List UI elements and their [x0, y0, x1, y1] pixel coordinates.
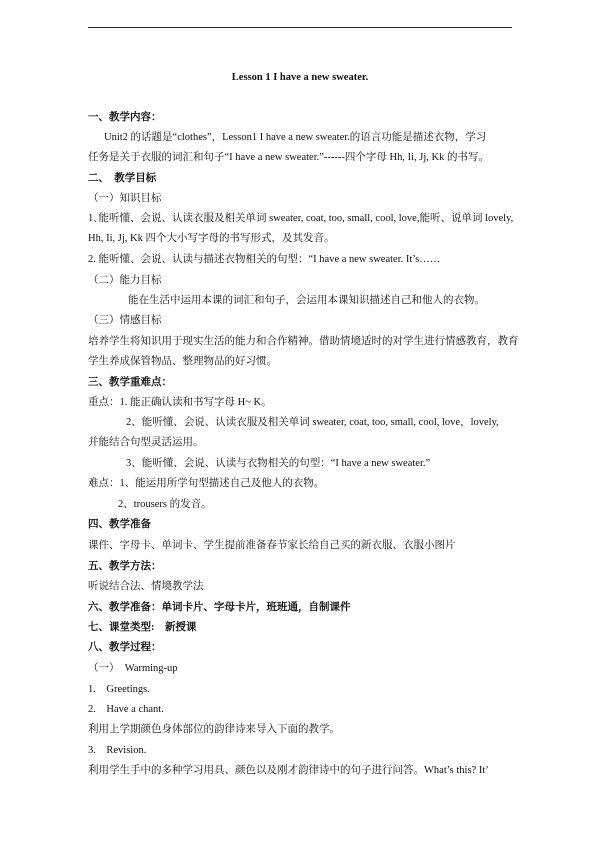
paragraph-line: 2. 能听懂、会说、认读与描述衣物相关的句型：“I have a new sweater. It’s…… — [88, 254, 441, 265]
step-warming-up: （一） Warming-up — [88, 663, 178, 674]
section-heading-class-type: 七、课堂类型: 新授课 — [88, 622, 197, 633]
section-heading-materials: 六、教学准备：单词卡片、字母卡片，班班通，自制课件 — [88, 602, 351, 613]
subheading-emotion: （三）情感目标 — [88, 315, 162, 326]
paragraph-line: 1､能听懂、会说、认读衣服及相关单词 sweater, coat, too, small, cool, love,能听、说单词 lovely, — [88, 213, 514, 224]
paragraph-line: Hh, Ii, Jj, Kk 四个大小写字母的书写形式，及其发音。 — [88, 233, 335, 244]
section-heading-goals: 二、 教学目标 — [88, 173, 157, 184]
paragraph-line: 利用上学期颜色身体部位的韵律诗来导入下面的教学。 — [88, 724, 340, 735]
list-item: 1. Greetings. — [88, 684, 150, 695]
paragraph-line: 课件、字母卡、单词卡、学生提前准备春节家长给自己买的新衣服、衣服小图片 — [88, 540, 456, 551]
paragraph-line: 听说结合法、情境教学法 — [88, 581, 204, 592]
paragraph-line: 3、能听懂、会说、认读与衣物相关的句型：“I have a new sweater.” — [126, 458, 431, 469]
section-heading-preparation: 四、教学准备 — [88, 519, 151, 530]
subheading-ability: （二）能力目标 — [88, 275, 162, 286]
list-item: 3. Revision. — [88, 745, 147, 756]
paragraph-line: 重点：1. 能正确认读和书写字母 H~ K。 — [88, 397, 272, 408]
paragraph-line: 任务是关于衣服的词汇和句子“I have a new sweater.”------四个字母 Hh, Ii, Jj, Kk 的书写。 — [88, 152, 489, 163]
paragraph-line: 利用学生手中的多种学习用具、颜色以及刚才韵律诗中的句子进行问答。What’s this? It’ — [88, 765, 489, 776]
paragraph-line: 2、trousers 的发音。 — [118, 499, 212, 510]
header-rule — [88, 27, 512, 28]
paragraph-line: 难点：1、能运用所学句型描述自己及他人的衣物。 — [88, 478, 325, 489]
paragraph-line: 并能结合句型灵活运用。 — [88, 437, 204, 448]
section-heading-methods: 五、教学方法： — [88, 561, 162, 572]
paragraph-line: 培养学生将知识用于现实生活的能力和合作精神。借助情境适时的对学生进行情感教育，教育 — [88, 336, 519, 347]
lesson-title: Lesson 1 I have a new sweater. — [231, 72, 369, 83]
paragraph-line: 2、能听懂、会说、认读衣服及相关单词 sweater, coat, too, small, cool, love，lovely, — [126, 417, 499, 428]
section-heading-content: 一、教学内容： — [88, 112, 162, 123]
paragraph-line: 学生养成保管物品、整理物品的好习惯。 — [88, 356, 277, 367]
list-item: 2. Have a chant. — [88, 704, 164, 715]
section-heading-key-points: 三、教学重难点： — [88, 377, 172, 388]
paragraph-line: Unit2 的话题是“clothes”，Lesson1 I have a new sweater.的语言功能是描述衣物，学习 — [104, 132, 487, 143]
subheading-knowledge: （一）知识目标 — [88, 193, 162, 204]
paragraph-line: 能在生活中运用本课的词汇和句子，会运用本课知识描述自己和他人的衣物。 — [128, 295, 485, 306]
section-heading-process: 八、教学过程： — [88, 642, 162, 653]
